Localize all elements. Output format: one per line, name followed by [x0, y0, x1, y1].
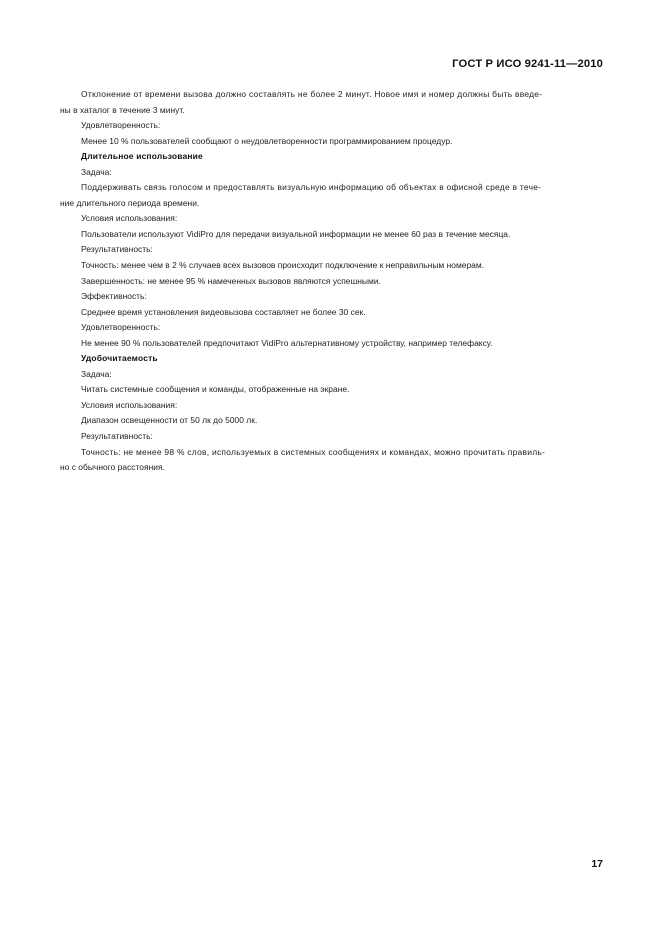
paragraph-line: Условия использования: [81, 399, 178, 410]
paragraph-line: Условия использования: [81, 213, 178, 224]
paragraph-line: Эффективность: [81, 291, 147, 302]
paragraph-line: Результативность: [81, 244, 153, 255]
paragraph-line: Поддерживать связь голосом и предоставлять визуальную информацию об объектах в офисной среде в тече- [81, 182, 542, 193]
section-heading: Длительное использование [81, 151, 203, 162]
paragraph-runover-line: ние длительного периода времени. [60, 197, 200, 208]
paragraph-runover-line: ны в хаталог в течение 3 минут. [60, 104, 185, 115]
paragraph-line: Задача: [81, 166, 112, 177]
page-number: 17 [591, 858, 603, 870]
paragraph-line: Задача: [81, 368, 112, 379]
paragraph-line: Результативность: [81, 431, 153, 442]
paragraph-line: Читать системные сообщения и команды, отображенные на экране. [81, 384, 350, 395]
paragraph-line: Отклонение от времени вызова должно составлять не более 2 минут. Новое имя и номер должны быть введе- [81, 89, 543, 99]
paragraph-runover-line: но с обычного расстояния. [60, 462, 165, 473]
paragraph-line: Диапазон освещенности от 50 лк до 5000 лк. [81, 415, 258, 426]
paragraph-line: Среднее время установления видеовызова составляет не более 30 сек. [81, 306, 366, 317]
paragraph-line: Менее 10 % пользователей сообщают о неудовлетворенности программированием процедур. [81, 135, 453, 146]
paragraph-line: Пользователи используют VidiPro для передачи визуальной информации не менее 60 раз в течение месяца. [81, 228, 511, 239]
paragraph-line: Удовлетворенность: [81, 120, 161, 131]
paragraph-line: Завершенность: не менее 95 % намеченных вызовов являются успешными. [81, 275, 381, 286]
paragraph-line: Удовлетворенность: [81, 322, 161, 333]
paragraph-line: Точность: менее чем в 2 % случаев всех вызовов происходит подключение к неправильным номерам. [81, 260, 485, 271]
paragraph-line: Точность: не менее 98 % слов, используемых в системных сообщениях и командах, можно прочитать правиль- [81, 446, 546, 457]
section-heading: Удобочитаемость [81, 353, 158, 364]
body-text [60, 87, 602, 476]
running-header: ГОСТ Р ИСО 9241-11—2010 [452, 58, 603, 70]
paragraph-line: Не менее 90 % пользователей предпочитают VidiPro альтернативному устройству, например телефаксу. [81, 337, 493, 348]
